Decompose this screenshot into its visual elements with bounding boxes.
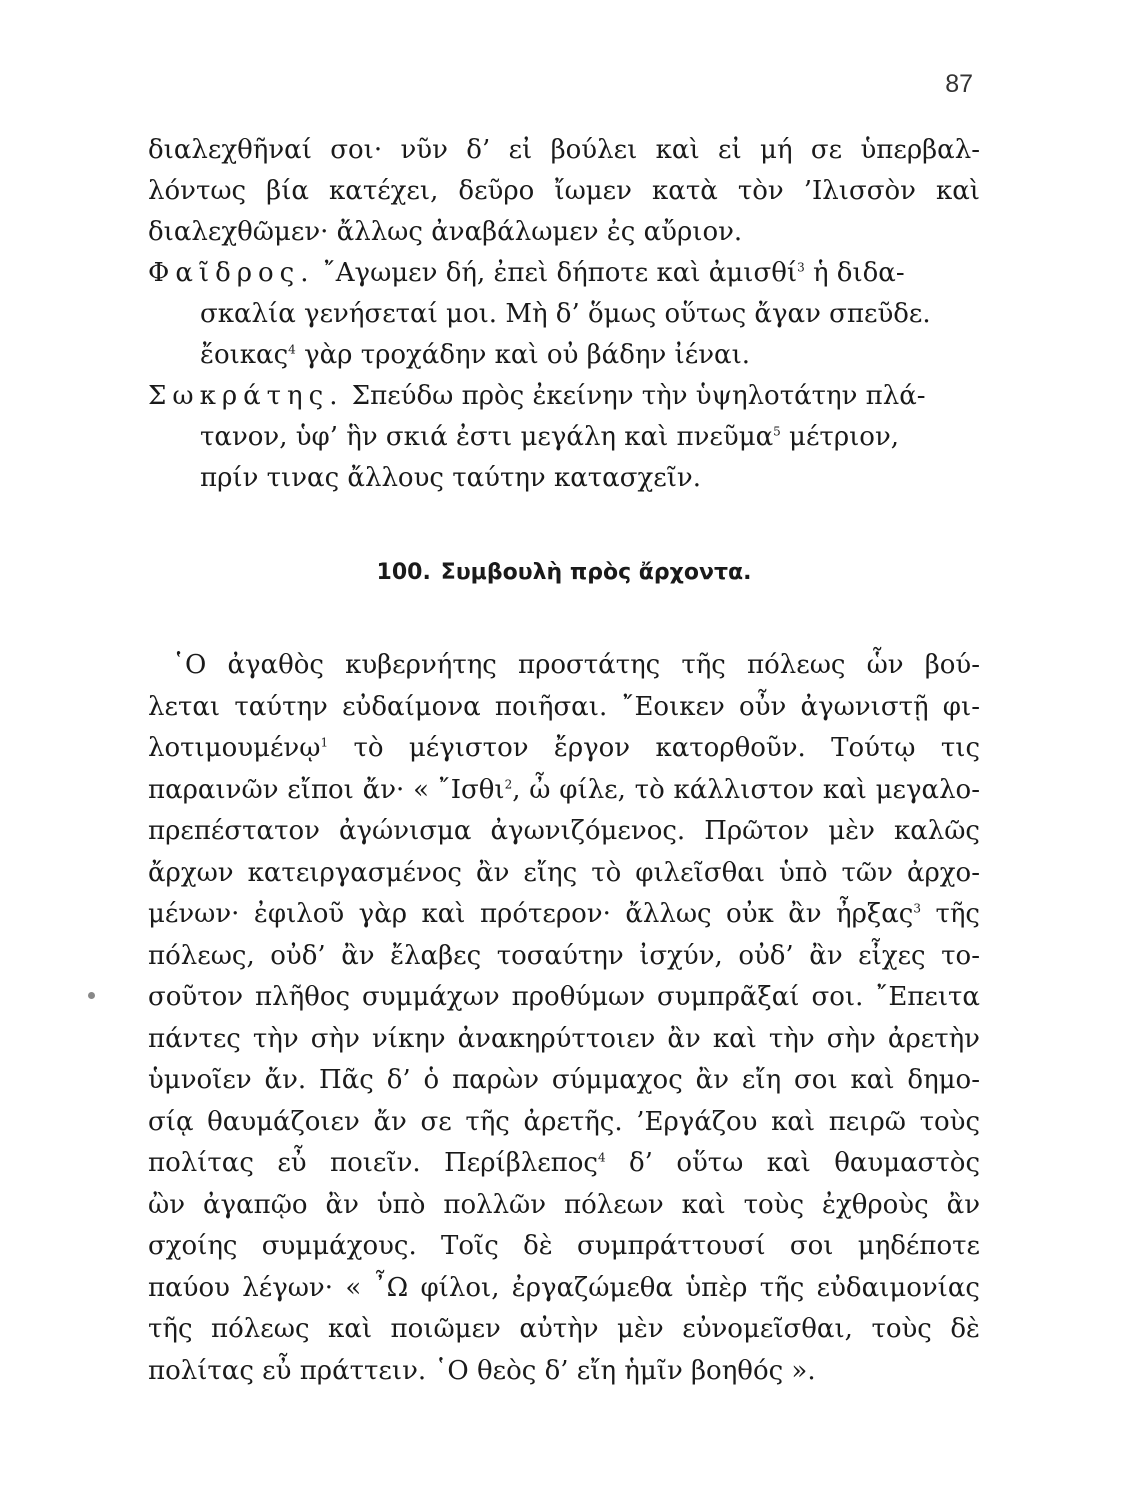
text-segment: Σπεύδω πρὸς ἐκείνην τὴν ὑψηλοτάτην πλά- [351,381,926,411]
section-number: 100. [376,560,431,585]
text-segment: δ’ οὕτω καὶ θαυμαστὸς [605,1148,980,1178]
speaker-socrates: Σωκράτης. [148,381,344,411]
text-line: σίᾳ θαυμάζοιεν ἄν σε τῆς ἀρετῆς. ’Εργάζου καὶ πειρῶ τοὺς [148,1106,980,1137]
text-line [148,728,980,770]
text-line [148,1143,980,1185]
text-line [148,417,980,458]
footnote-marker: 1 [320,735,329,750]
socrates-line [148,376,980,417]
margin-mark [88,992,95,999]
body-passage [148,645,980,1392]
text-line: λεται ταύτην εὐδαίμονα ποιῆσαι. ῎Εοικεν οὖν ἀγωνιστῇ φι- [148,691,980,722]
speaker-phaedrus: Φαῖδρος. [148,258,315,288]
footnote-marker: 3 [913,901,921,916]
text-line: πρίν τινας ἄλλους ταύτην κατασχεῖν. [200,463,701,493]
text-line: ἄρχων κατειργασμένος ἂν εἴης τὸ φιλεῖσθαι ὑπὸ τῶν ἀρχο- [148,857,980,888]
text-segment: ῎Αγωμεν δή, ἐπεὶ δήποτε καὶ ἀμισθί [322,258,798,288]
text-line: ῾Ο ἀγαθὸς κυβερνήτης προστάτης τῆς πόλεως ὧν βού- [172,650,980,680]
text-line: πάντες τὴν σὴν νίκην ἀνακηρύττοιεν ἂν καὶ τὴν σὴν ἀρετὴν [148,1023,980,1054]
text-segment: ἡ διδα- [804,258,905,288]
text-line [148,770,980,812]
text-segment: τὸ μέγιστον ἔργον κατορθοῦν. Τούτῳ τις [328,733,980,763]
text-line [148,335,980,376]
text-line [148,894,980,936]
footnote-marker: 5 [773,424,781,439]
text-line: ὑμνοῖεν ἄν. Πᾶς δ’ ὁ παρὼν σύμμαχος ἂν εἴη σοι καὶ δημο- [148,1065,980,1095]
footnote-marker: 2 [504,776,513,791]
text-line: σκαλία γενήσεταί μοι. Μὴ δ’ ὅμως οὕτως ἄγαν σπεῦδε. [200,299,931,329]
text-segment: λοτιμουμένῳ [148,733,321,763]
text-segment: τῆς [921,899,980,929]
text-line: σχοίης συμμάχους. Τοῖς δὲ συμπράττουσί σοι μηδέποτε [148,1231,980,1261]
text-segment: τανον, ὑφ’ ἣν σκιά ἐστι μεγάλη καὶ πνεῦμα [200,422,774,452]
text-line: πόλεως, οὐδ’ ἂν ἔλαβες τοσαύτην ἰσχύν, οὐδ’ ἂν εἶχες το- [148,940,980,971]
text-line: παύου λέγων· « ῏Ω φίλοι, ἐργαζώμεθα ὑπὲρ τῆς εὐδαιμονίας [148,1272,980,1303]
text-segment: , ὦ φίλε, τὸ κάλλιστον καὶ μεγαλο- [512,774,980,805]
text-segment: γὰρ τροχάδην καὶ οὐ βάδην ἰέναι. [295,340,751,370]
footnote-marker: 4 [597,1150,606,1165]
text-line: λόντως βία κατέχει, δεῦρο ἴωμεν κατὰ τὸν ’Ιλισσὸν καὶ [148,176,980,206]
page-number: 87 [945,70,973,98]
text-line: ὢν ἀγαπῷο ἂν ὑπὸ πολλῶν πόλεων καὶ τοὺς ἐχθροὺς ἂν [148,1189,980,1220]
text-line: τῆς πόλεως καὶ ποιῶμεν αὐτὴν μὲν εὐνομεῖσθαι, τοὺς δὲ [148,1314,980,1344]
text-segment: πολίτας εὖ ποιεῖν. Περίβλεπος [148,1148,598,1178]
text-line: σοῦτον πλῆθος συμμάχων προθύμων συμπρᾶξαί σοι. ῎Επειτα [148,982,980,1012]
footnote-marker: 4 [288,342,296,357]
text-line: πολίτας εὖ πράττειν. ῾Ο θεὸς δ’ εἴη ἡμῖν βοηθός ». [148,1355,816,1386]
dialogue-passage [148,130,980,499]
section-title: Συμβουλὴ πρὸς ἄρχοντα. [440,560,752,585]
text-segment: μένων· ἐφιλοῦ γὰρ καὶ πρότερον· ἄλλως οὐκ ἂν ἦρξας [148,899,914,929]
section-heading [148,560,980,585]
text-line: διαλεχθῶμεν· ἄλλως ἀναβάλωμεν ἐς αὔριον. [148,217,743,247]
text-segment: μέτριον, [780,422,900,452]
text-line: διαλεχθῆναί σοι· νῦν δ’ εἰ βούλει καὶ εἰ μή σε ὑπερβαλ- [148,135,980,165]
text-line: πρεπέστατον ἀγώνισμα ἀγωνιζόμενος. Πρῶτον μὲν καλῶς [148,816,980,846]
text-segment: παραινῶν εἴποι ἄν· « ῎Ισθι [148,774,505,805]
footnote-marker: 3 [797,260,805,275]
text-segment: ἔοικας [200,340,289,370]
phaedrus-line [148,253,980,294]
